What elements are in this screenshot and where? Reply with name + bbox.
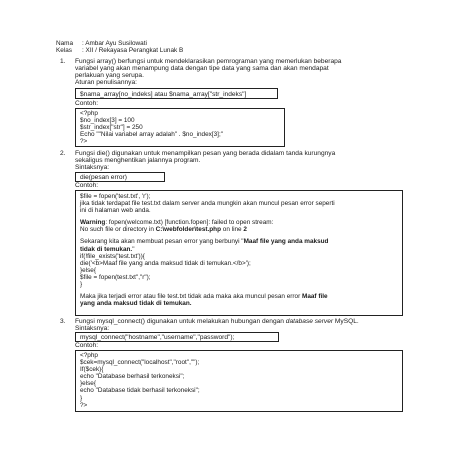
item-2-desc-2: sekaligus menghentikan jalannya program. (75, 157, 201, 164)
code-line: <?php (80, 352, 98, 359)
text2-bold: Maaf file yang anda maksud (243, 238, 329, 246)
item-1-number: 1. (60, 58, 66, 65)
text2-pre: Sekarang kita akan membuat pesan error yang berbunyi " (80, 238, 244, 246)
code-line: echo "Database berhasil terkoneksi"; (80, 373, 185, 381)
warning-keyword: Warning (80, 219, 106, 227)
line-number: 2 (243, 226, 247, 234)
kelas-label: Kelas (56, 47, 72, 54)
kelas-value: : XII / Rekayasa Perangkat Lunak B (82, 47, 184, 54)
code-line: $file = fopen(test.txt","r"); (80, 273, 151, 281)
nama-value: : Ambar Ayu Susilowati (82, 40, 147, 47)
code-line: $file = fopen('test.txt', 'r'); (80, 193, 151, 200)
code-line: } (80, 281, 83, 289)
text2-post: " (132, 245, 135, 253)
nama-label: Nama (56, 40, 74, 47)
code-line: <?php (80, 110, 98, 117)
code-line: ?> (80, 138, 88, 146)
item-1-desc-3: perlakuan yang serupa. (75, 72, 144, 79)
code-line: die('<b>Maaf file yang anda maksud tidak di temukan.</b>'); (80, 259, 251, 267)
item-1-syntax: $nama_array[no_indeks] atau $nama_array["str_indeks"] (80, 90, 247, 98)
item-1-example-box (75, 108, 285, 147)
item-3-example-label: Contoh: (75, 342, 99, 349)
warning-message: : fopen(welcome.txt) [function.fopen]: failed to open stream: (105, 219, 274, 227)
example-text (80, 238, 398, 245)
on-line-text: on line (220, 226, 244, 234)
item-3-syntax-label: Sintaksnya: (75, 325, 110, 332)
text2-bold-2: tidak di temukan. (80, 245, 133, 253)
item-3-desc-post: MySQL. (333, 318, 359, 325)
item-3-example-box (75, 350, 403, 412)
item-3-syntax: mysql_connect("hostname","username","password"); (80, 334, 235, 341)
item-2-desc-1: Fungsi die() digunakan untuk menampilkan pesan yang berada didalam tanda kurungnya (75, 150, 336, 157)
code-line: echo "Database tidak berhasil terkoneksi"; (80, 387, 200, 395)
item-1-desc-2: variabel yang akan menampung data dengan tipe data yang sama dan akan mendapat (75, 65, 329, 72)
code-line: ?> (80, 401, 88, 409)
text3-pre: Maka jika terjadi error atau file test.txt tidak ada maka aka muncul pesan error (80, 293, 302, 301)
item-3-desc-italic: database server (285, 318, 334, 325)
example-text (80, 293, 398, 300)
item-3-desc-pre: Fungsi mysql_connect() digunakan untuk melakukan hubungan dengan (75, 318, 286, 325)
item-1-example-label: Contoh: (75, 100, 99, 107)
code-line: $str_index["str"] = 250 (80, 124, 143, 132)
example-text: ini di halaman web anda. (80, 207, 151, 215)
example-text: jika tidak terdapat file test.txt dalam server anda mungkin akan muncul pesan error seperti (80, 200, 335, 208)
code-line: }else{ (80, 380, 96, 388)
warning-line (80, 219, 398, 226)
code-line: if(!file_exists('test.txt')){ (80, 252, 145, 260)
code-line: $no_index[3] = 100 (80, 117, 135, 125)
item-3-desc (75, 318, 359, 325)
item-1-syntax-label: Aturan penulisannya: (75, 79, 137, 86)
item-2-example-label: Contoh: (75, 182, 99, 189)
item-2-example-box (75, 190, 403, 316)
file-path: C:\webfolder\test.php (155, 226, 221, 234)
example-text (80, 246, 398, 253)
item-2-syntax: die(pesan error) (80, 174, 127, 181)
item-3-number: 3. (60, 318, 66, 325)
item-1-desc-1: Fungsi array() berfungsi untuk mendeklarasikan pemrograman yang memerlukan beberapa (75, 58, 342, 65)
text3-bold: Maaf file (302, 293, 328, 301)
item-2-syntax-label: Sintaksnya: (75, 164, 110, 171)
no-such-file-line (80, 226, 398, 233)
item-3-syntax-box (75, 332, 279, 342)
item-2-number: 2. (60, 150, 66, 157)
example-text: yang anda maksud tidak di temukan. (80, 300, 192, 308)
code-line: } (80, 394, 83, 402)
no-such-file-text: No such file or directory in (80, 226, 156, 234)
item-2-syntax-box (75, 172, 165, 182)
code-line: $cek=mysql_connect("localhost","root",""); (80, 359, 200, 367)
code-line: Echo ""Nilai variabel array adalah" . $no_index[3];" (80, 131, 224, 139)
code-line: If($cek){ (80, 366, 104, 374)
item-1-syntax-box (75, 88, 278, 99)
code-line: }else{ (80, 266, 96, 274)
